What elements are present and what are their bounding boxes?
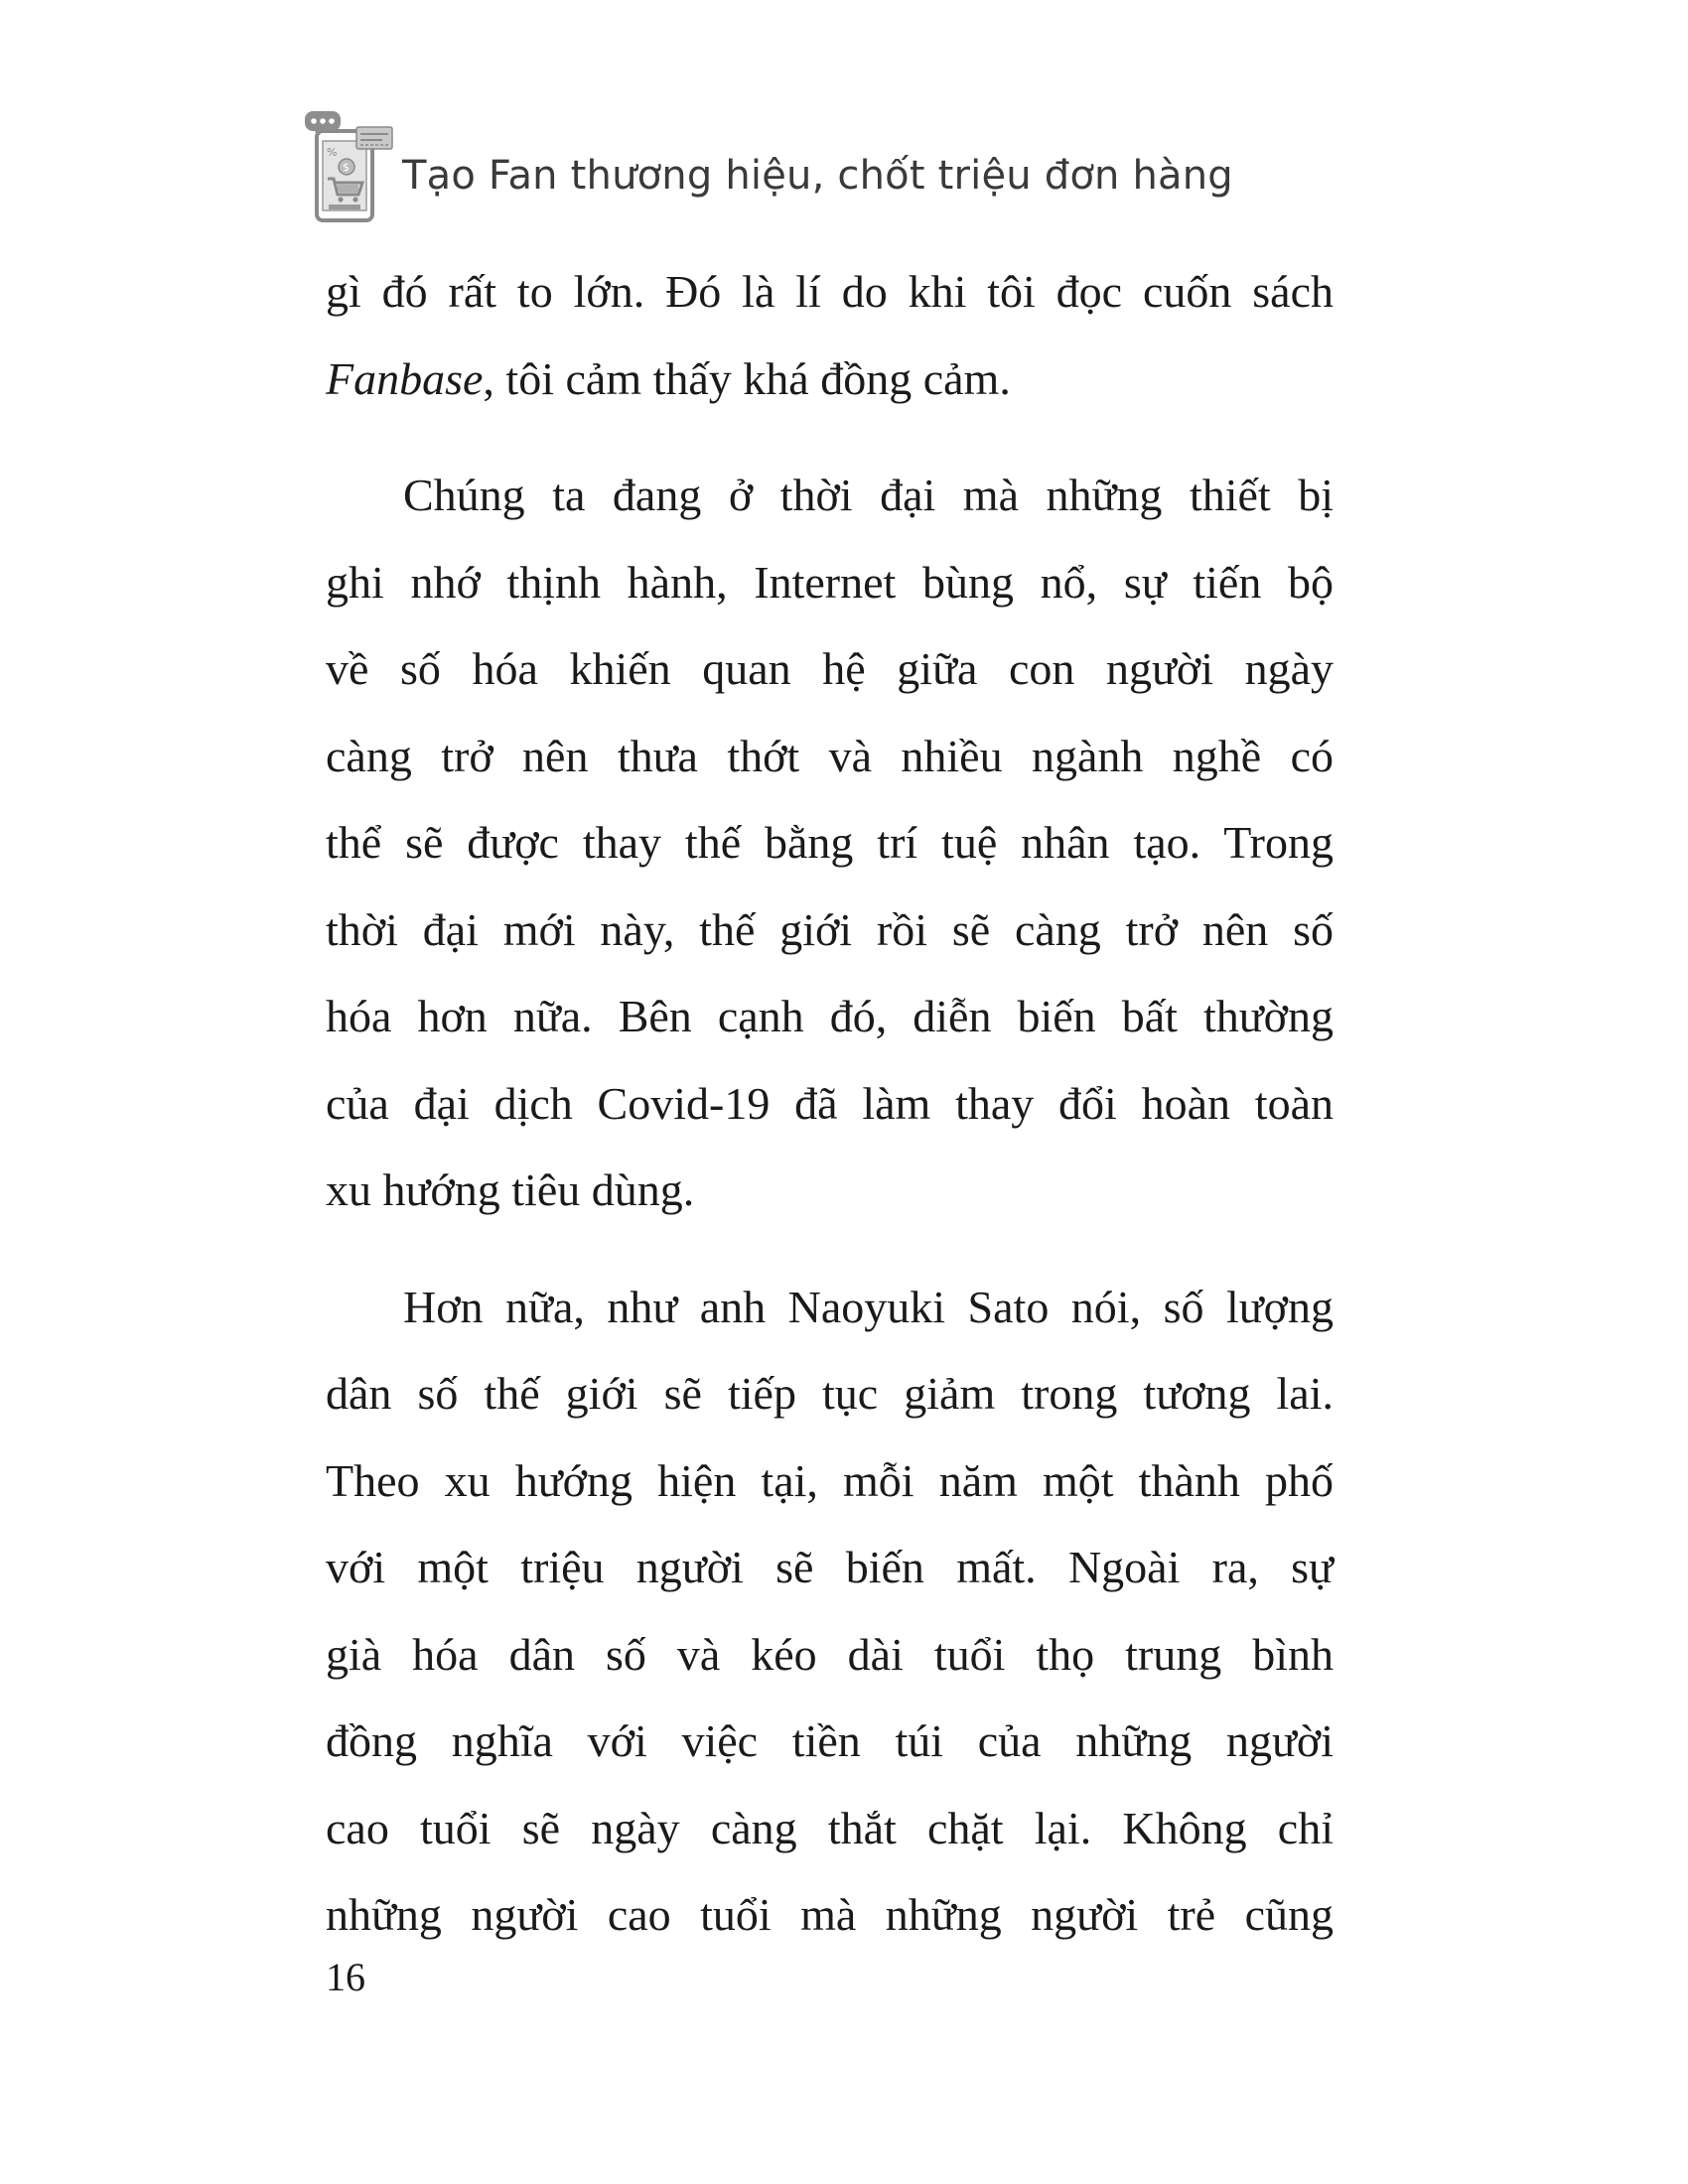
- paragraph-gap: [326, 422, 1334, 452]
- paragraph-3-line-8: những người cao tuổi mà những người trẻ cũng: [326, 1889, 1334, 1940]
- phone-shopping-cart-icon: [303, 109, 402, 223]
- paragraph-2-line-7: hóa hơn nữa. Bên cạnh đó, diễn biến bất thường: [326, 991, 1334, 1041]
- paragraph-2-line-2: ghi nhớ thịnh hành, Internet bùng nổ, sự tiến bộ: [326, 556, 1334, 608]
- paragraph-2-line-4: càng trở nên thưa thớt và nhiều ngành nghề có: [326, 730, 1334, 781]
- svg-text:$: $: [343, 161, 350, 174]
- paragraph-3-line-7: cao tuổi sẽ ngày càng thắt chặt lại. Không chỉ: [326, 1802, 1334, 1853]
- paragraph-3-line-6: đồng nghĩa với việc tiền túi của những người: [326, 1715, 1334, 1766]
- paragraph-2-line-3: về số hóa khiến quan hệ giữa con người ngày: [326, 643, 1334, 694]
- paragraph-gap: [326, 1234, 1334, 1264]
- paragraph-2-line-5: thể sẽ được thay thế bằng trí tuệ nhân tạo. Trong: [326, 817, 1334, 868]
- paragraph-2-line-6: thời đại mới này, thế giới rồi sẽ càng trở nên số: [326, 903, 1334, 955]
- paragraph-2-line-8: của đại dịch Covid-19 đã làm thay đổi hoàn toàn: [326, 1077, 1334, 1129]
- paragraph-1-line-2: [326, 336, 1334, 423]
- paragraph-1-line-1: gì đó rất to lớn. Đó là lí do khi tôi đọc cuốn sách: [326, 266, 1334, 317]
- paragraph-3-line-5: già hóa dân số và kéo dài tuổi thọ trung bình: [326, 1628, 1334, 1680]
- paragraph-2-line-9: xu hướng tiêu dùng.: [326, 1164, 695, 1215]
- paragraph-3-line-3: Theo xu hướng hiện tại, mỗi năm một thành phố: [326, 1454, 1334, 1506]
- paragraph-3-line-4: với một triệu người sẽ biến mất. Ngoài ra, sự: [326, 1542, 1334, 1592]
- svg-text:%: %: [327, 146, 338, 159]
- body-text: [326, 248, 1334, 1959]
- page-number: 16: [326, 1955, 365, 1999]
- running-header-title: Tạo Fan thương hiệu, chốt triệu đơn hàng: [402, 153, 1233, 199]
- paragraph-1-line-2-rest: , tôi cảm thấy khá đồng cảm.: [483, 352, 1011, 404]
- book-title-italic: Fanbase: [326, 352, 484, 404]
- paragraph-2-line-1: Chúng ta đang ở thời đại mà những thiết bị: [403, 470, 1334, 520]
- paragraph-3-line-2: dân số thế giới sẽ tiếp tục giảm trong tương lai.: [326, 1368, 1334, 1419]
- page-header: [303, 109, 1395, 228]
- paragraph-3-line-1: Hơn nữa, như anh Naoyuki Sato nói, số lượng: [403, 1281, 1334, 1332]
